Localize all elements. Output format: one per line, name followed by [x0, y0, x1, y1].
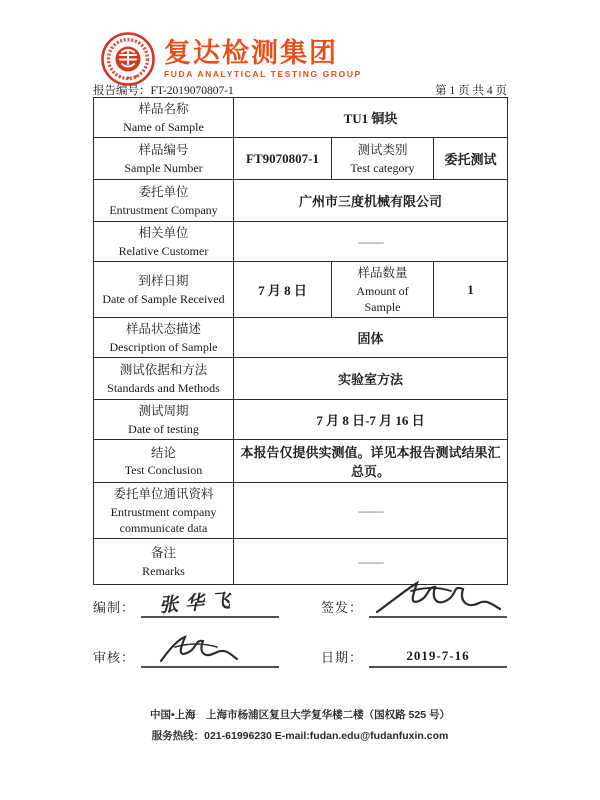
footer-contact: 服务热线：021-61996230 E-mail:fudan.edu@fudanfuxin.com — [151, 730, 449, 742]
reviewed-signature-line — [141, 642, 279, 668]
date-line — [369, 642, 507, 668]
row-label: 测试依据和方法 Standards and Methods — [94, 358, 234, 400]
prepared-signature: 张华飞 — [158, 590, 238, 617]
row-value: —— — [234, 483, 508, 539]
footer — [0, 705, 600, 747]
issued-label: 签发： — [321, 600, 364, 615]
row-value-2: 委托测试 — [434, 138, 508, 180]
report-number — [93, 82, 234, 98]
table-row — [94, 98, 508, 138]
table-row — [94, 539, 508, 585]
table-row — [94, 483, 508, 539]
report-number-value: FT-2019070807-1 — [150, 85, 234, 97]
issued-signature-line — [369, 592, 507, 618]
issued-signature-icon — [373, 579, 505, 619]
sample-info-table — [93, 97, 508, 585]
table-row — [94, 358, 508, 400]
row-label: 样品状态描述 Description of Sample — [94, 318, 234, 358]
row-label: 相关单位 Relative Customer — [94, 222, 234, 262]
company-name-en: FUDA ANALYTICAL TESTING GROUP — [164, 69, 362, 80]
header-logo — [100, 31, 362, 87]
row-value: 7 月 8 日 — [234, 262, 332, 318]
reviewed-signature-icon — [145, 633, 255, 669]
row-label: 样品编号 Sample Number — [94, 138, 234, 180]
row-value: FT9070807-1 — [234, 138, 332, 180]
signature-block — [93, 592, 507, 668]
row-value: 固体 — [234, 318, 508, 358]
table-row — [94, 138, 508, 180]
date-signed — [321, 642, 507, 668]
row-label: 委托单位 Entrustment Company — [94, 180, 234, 222]
row-value: 7 月 8 日-7 月 16 日 — [234, 400, 508, 440]
table-row — [94, 262, 508, 318]
row-label-2: 测试类别 Test category — [332, 138, 434, 180]
row-label: 到样日期 Date of Sample Received — [94, 262, 234, 318]
row-label: 委托单位通讯资料 Entrustment company communicate data — [94, 483, 234, 539]
footer-address: 中国•上海 上海市杨浦区复旦大学复华楼二楼（国权路 525 号） — [149, 709, 451, 721]
row-value: TU1 铜块 — [234, 98, 508, 138]
table-row — [94, 400, 508, 440]
company-name-cn: 复达检测集团 — [164, 37, 338, 68]
row-value: 广州市三度机械有限公司 — [234, 180, 508, 222]
prepared-by — [93, 592, 279, 618]
table-row — [94, 318, 508, 358]
date-label: 日期： — [321, 650, 364, 665]
table-row — [94, 180, 508, 222]
row-label-2: 样品数量 Amount of Sample — [332, 262, 434, 318]
logo-text — [164, 39, 362, 79]
row-label: 测试周期 Date of testing — [94, 400, 234, 440]
prepared-signature-line — [141, 592, 279, 618]
row-label: 样品名称 Name of Sample — [94, 98, 234, 138]
report-number-label: 报告编号： — [93, 85, 151, 97]
row-value-2: 1 — [434, 262, 508, 318]
row-value: 本报告仅提供实测值。详见本报告测试结果汇总页。 — [234, 440, 508, 483]
row-value: —— — [234, 539, 508, 585]
reviewed-label: 审核： — [93, 650, 136, 665]
issued-by — [321, 592, 507, 618]
row-value: 实验室方法 — [234, 358, 508, 400]
prepared-label: 编制： — [93, 600, 136, 615]
page-indicator: 第 1 页 共 4 页 — [435, 85, 507, 97]
meta-row — [93, 82, 507, 98]
reviewed-by — [93, 642, 279, 668]
company-seal-icon — [100, 31, 156, 87]
row-label: 结论 Test Conclusion — [94, 440, 234, 483]
row-value: —— — [234, 222, 508, 262]
date-value: 2019-7-16 — [406, 648, 470, 663]
table-row — [94, 222, 508, 262]
row-label: 备注 Remarks — [94, 539, 234, 585]
table-row — [94, 440, 508, 483]
